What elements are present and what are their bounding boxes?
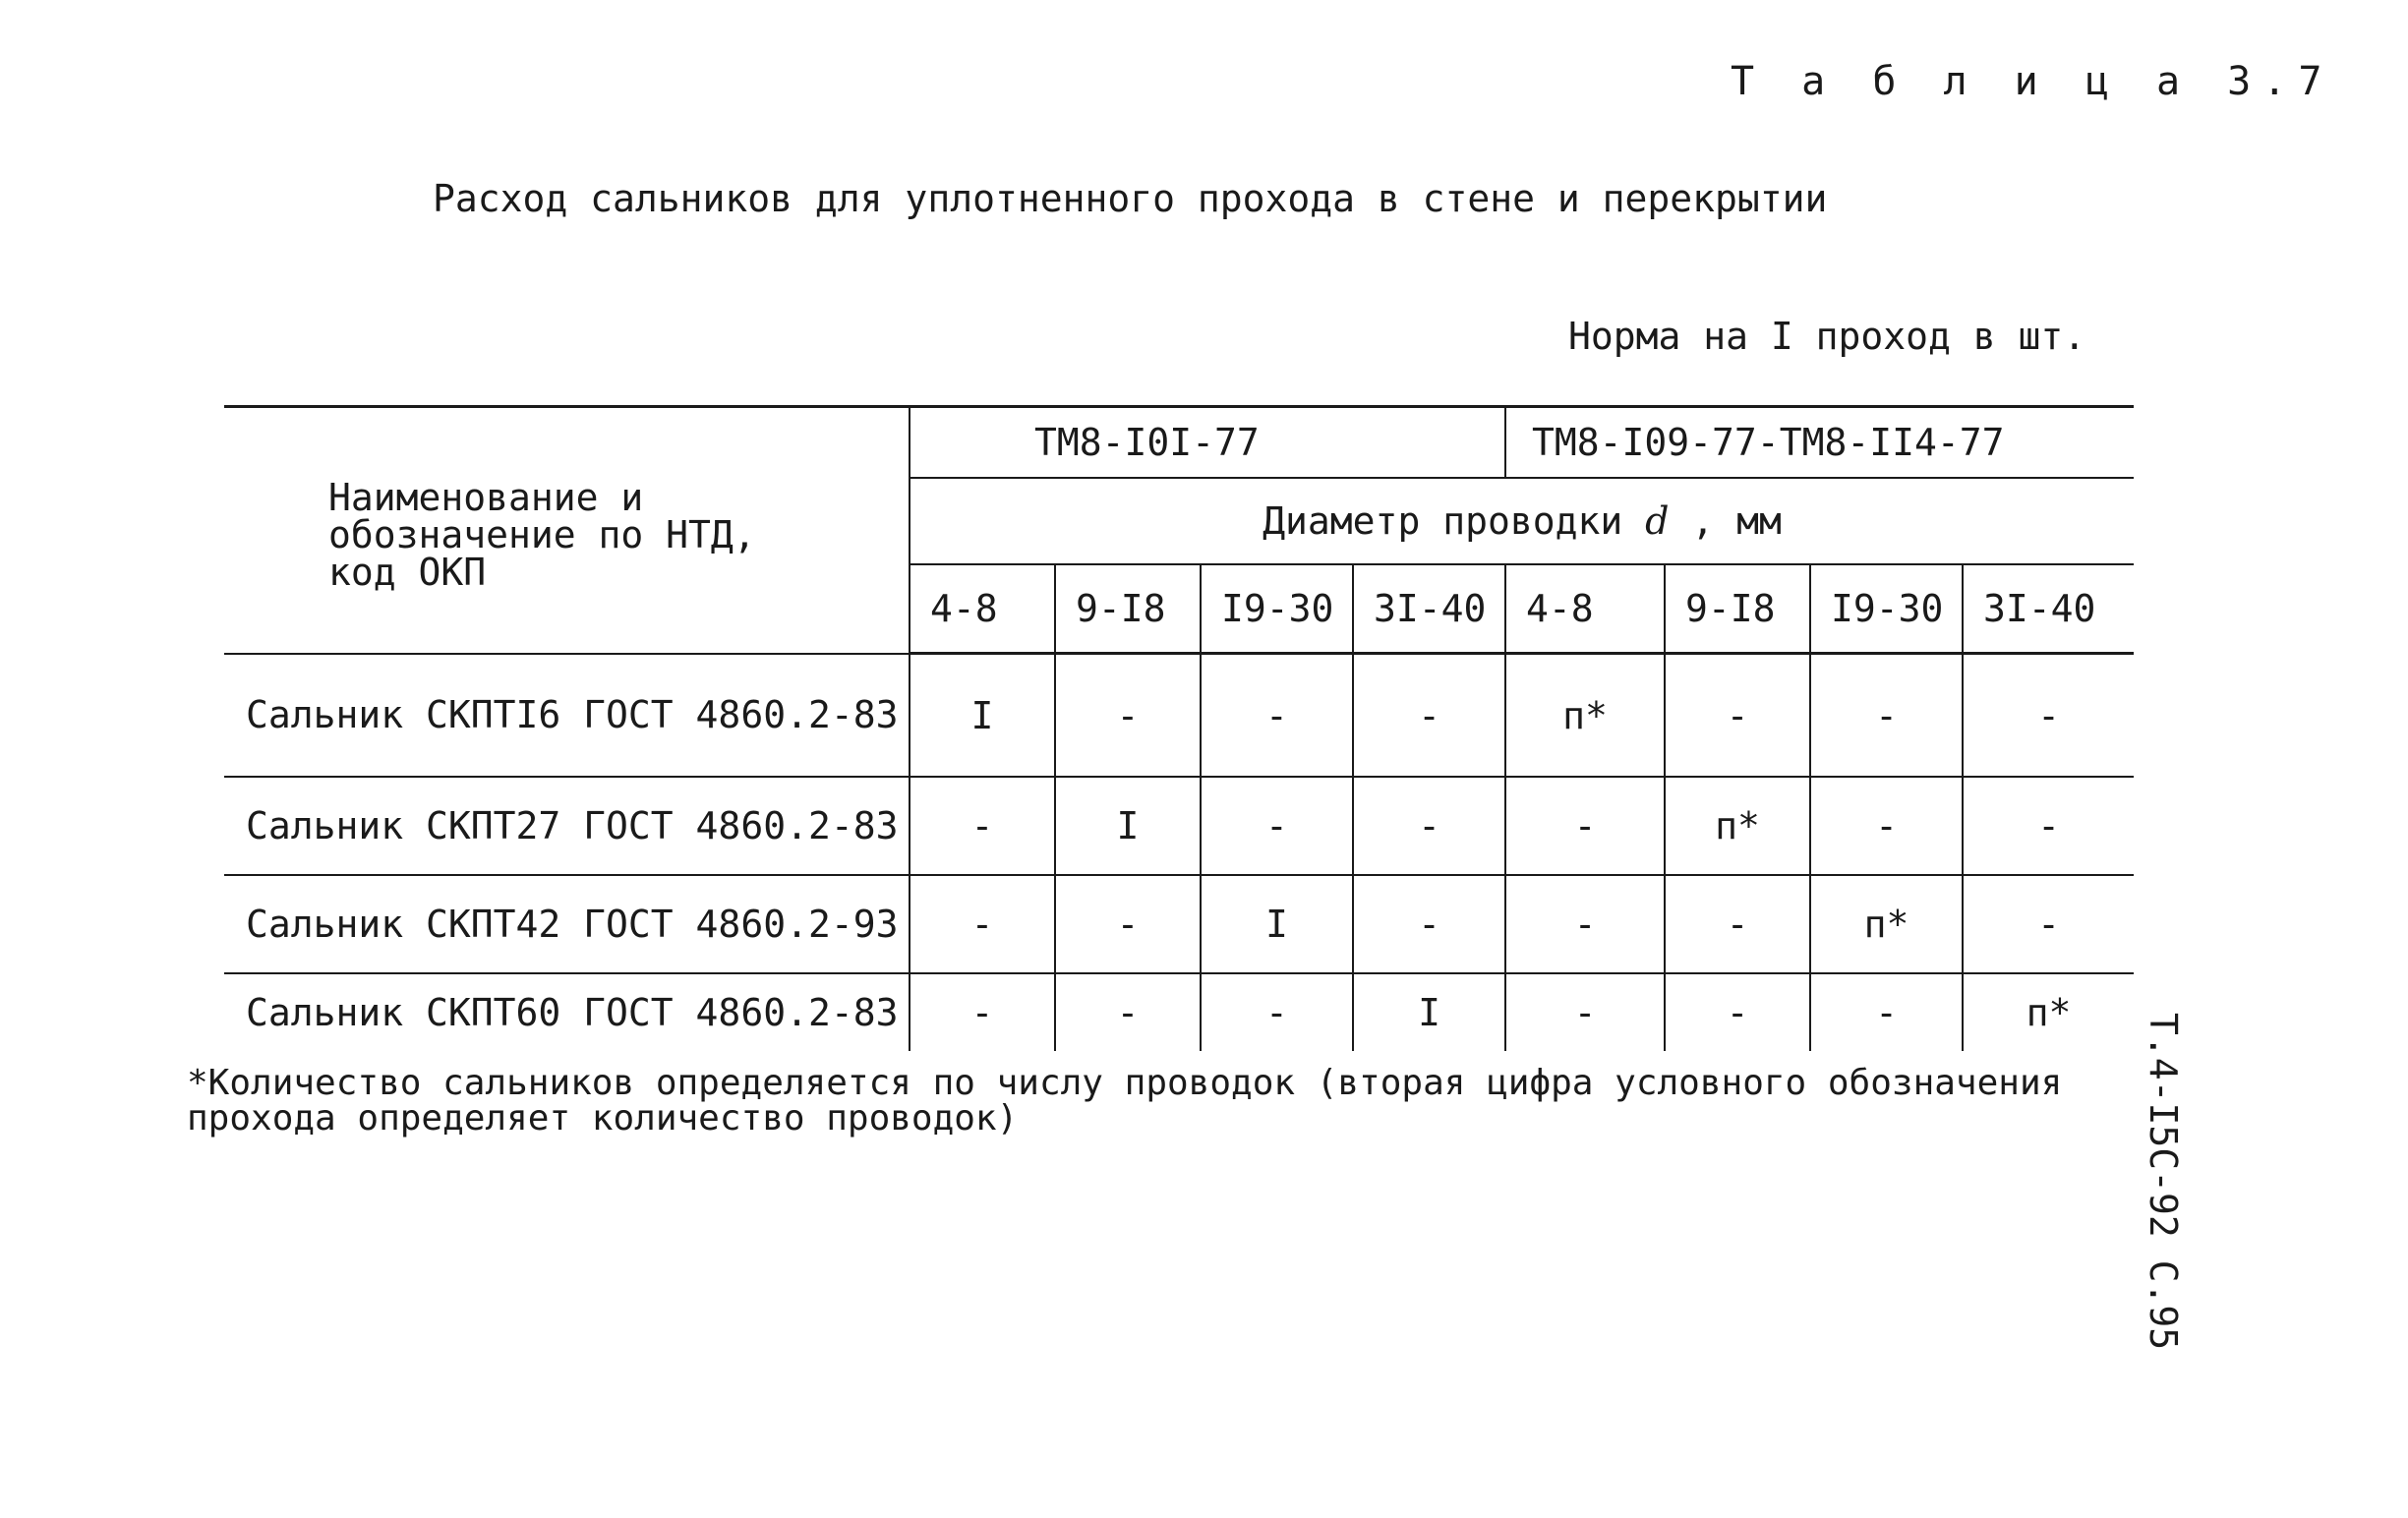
table-cell: -	[1505, 875, 1665, 973]
table-cell: -	[1055, 654, 1201, 778]
table-cell: -	[1353, 875, 1505, 973]
range-header: 4-8	[1505, 564, 1665, 654]
range-header: I9-30	[1201, 564, 1353, 654]
table-cell: -	[1055, 875, 1201, 973]
table-cell: I	[1055, 777, 1201, 875]
table-cell: -	[1963, 654, 2134, 778]
table-cell: -	[1810, 777, 1963, 875]
table-cell: -	[910, 777, 1055, 875]
row-name: Сальник СКПТ42 ГОСТ 4860.2-93	[224, 875, 910, 973]
table-cell: -	[1055, 973, 1201, 1051]
range-header: 3I-40	[1353, 564, 1505, 654]
table-row	[224, 973, 2134, 1051]
table-cell: -	[1201, 777, 1353, 875]
table-cell: -	[910, 973, 1055, 1051]
table-row	[224, 777, 2134, 875]
row-name: Сальник СКПТI6 ГОСТ 4860.2-83	[224, 654, 910, 778]
table-cell: -	[1665, 654, 1810, 778]
diameter-header	[910, 478, 2134, 564]
row-name: Сальник СКПТ60 ГОСТ 4860.2-83	[246, 991, 899, 1034]
table-cell: -	[1201, 654, 1353, 778]
document-side-code: Т.4-I5С-92 С.95	[2142, 1013, 2185, 1351]
document-title: Расход сальников для уплотненного прохода в стене и перекрытии	[433, 177, 1828, 220]
name-column-header: Наименование и обозначение по НТД, код ОКП	[224, 407, 910, 654]
table-row	[224, 875, 2134, 973]
table-cell: -	[910, 875, 1055, 973]
table-cell: I	[1353, 973, 1505, 1051]
table-cell: I	[910, 654, 1055, 778]
range-header: 4-8	[910, 564, 1055, 654]
norm-note: Норма на I проход в шт.	[1568, 315, 2086, 358]
table-row	[224, 654, 2134, 778]
table-cell: п*	[1810, 875, 1963, 973]
range-header: I9-30	[1810, 564, 1963, 654]
table-cell: п*	[1963, 973, 2134, 1051]
diameter-symbol: d	[1645, 499, 1670, 543]
table-cell: -	[1201, 973, 1353, 1051]
table-cell: -	[1353, 777, 1505, 875]
table-cell: -	[1665, 973, 1810, 1051]
table-cell: -	[1665, 875, 1810, 973]
table-cell: п*	[1665, 777, 1810, 875]
table-cell: I	[1201, 875, 1353, 973]
range-header: 9-I8	[1665, 564, 1810, 654]
range-header: 9-I8	[1055, 564, 1201, 654]
table-cell: -	[1963, 875, 2134, 973]
table-number-label: Т а б л и ц а 3.7	[1731, 59, 2334, 104]
table-cell: -	[1505, 777, 1665, 875]
table-cell: -	[1505, 973, 1665, 1051]
footnote: *Количество сальников определяется по числу проводок (вторая цифра условного обозначения прохода определяет количество проводок)	[187, 1063, 2063, 1138]
diameter-header-prefix: Диаметр проводки	[1263, 499, 1623, 543]
gland-consumption-table	[224, 405, 2134, 1051]
table-cell: -	[1353, 654, 1505, 778]
table-cell: -	[1810, 654, 1963, 778]
range-header: 3I-40	[1963, 564, 2134, 654]
table-cell: -	[1810, 973, 1963, 1051]
row-name: Сальник СКПТ27 ГОСТ 4860.2-83	[224, 777, 910, 875]
group-header-tm8-109-114: ТМ8-I09-77-ТМ8-II4-77	[1505, 407, 2134, 479]
diameter-header-suffix: , мм	[1691, 499, 1782, 543]
table-cell: п*	[1505, 654, 1665, 778]
table-cell: -	[1963, 777, 2134, 875]
group-header-tm8-101: ТМ8-I0I-77	[910, 407, 1505, 479]
